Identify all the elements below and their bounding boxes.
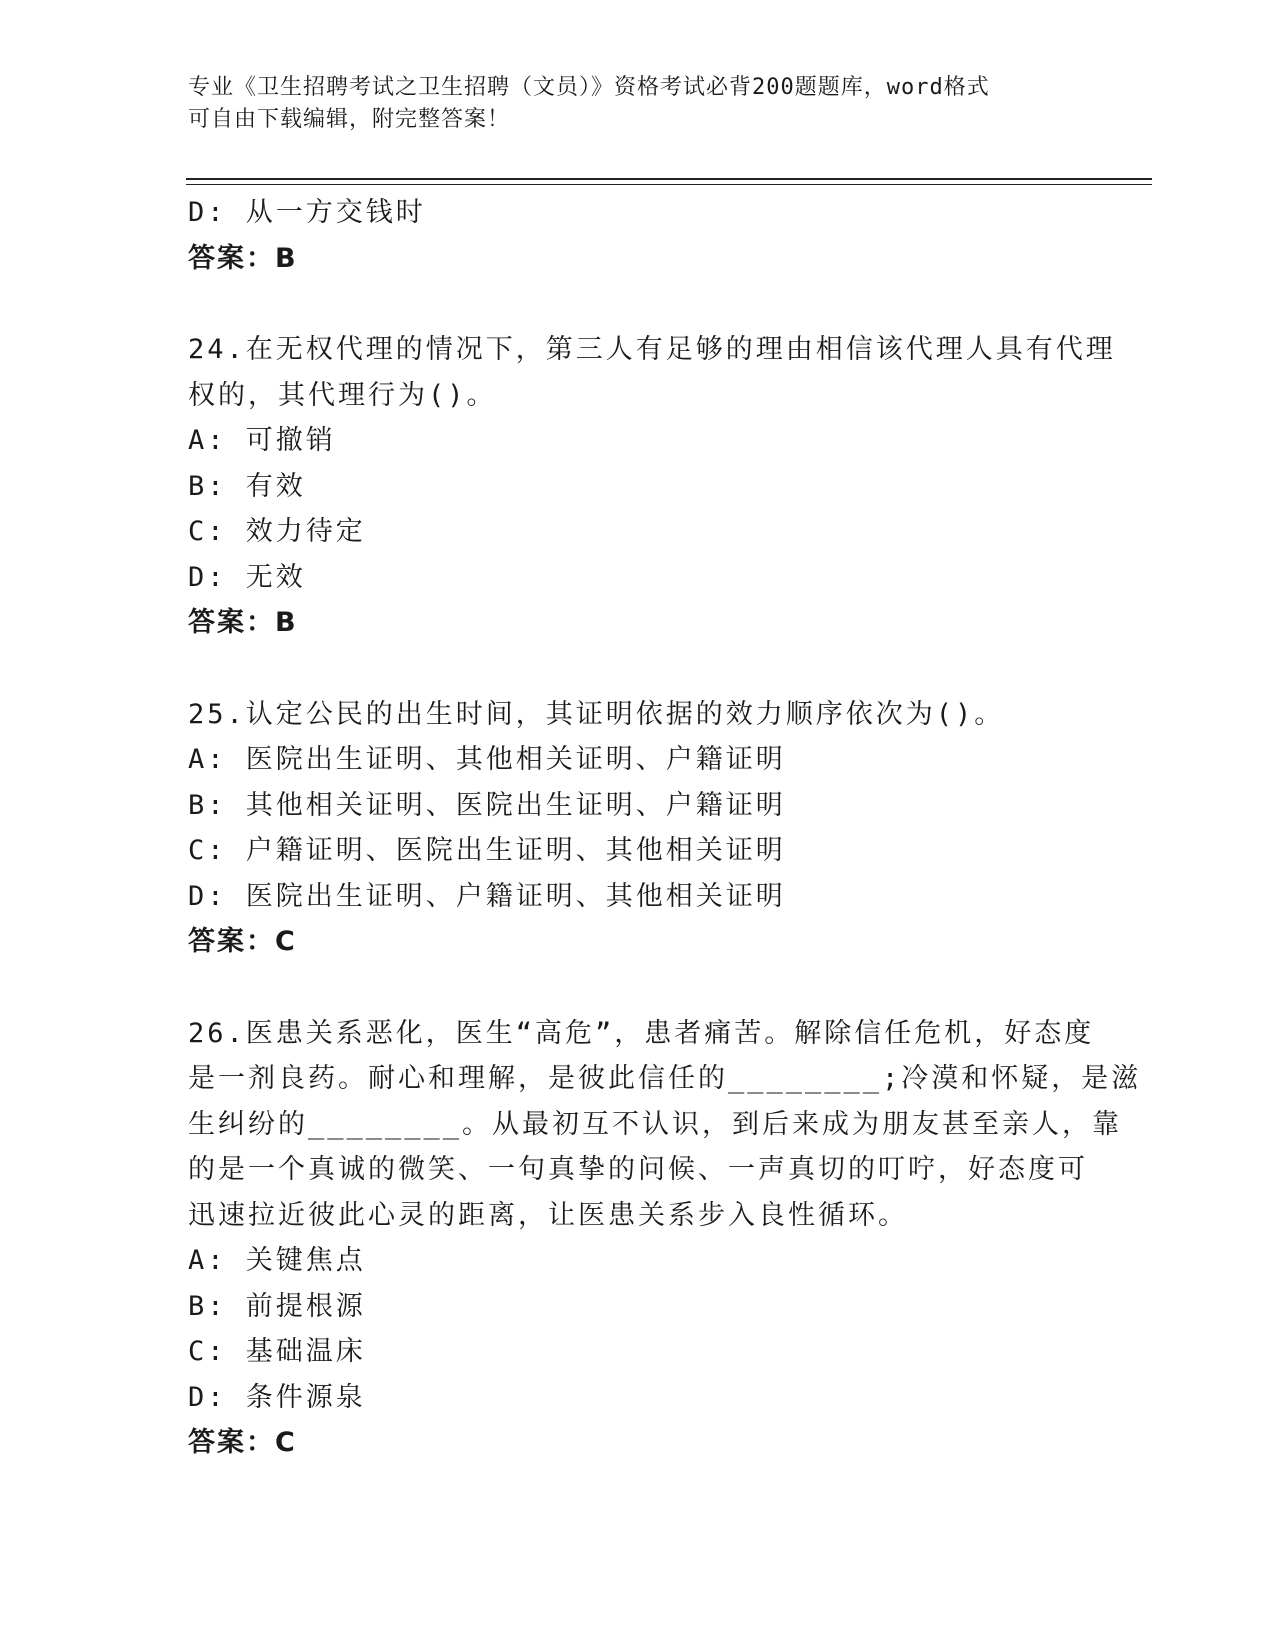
option-a: A: 关键焦点 [188,1245,366,1276]
answer-line: 答案：B [188,242,298,274]
option-a: A: 可撤销 [188,425,336,456]
answer-line: 答案：C [188,926,297,957]
option-b: B: 前提根源 [188,1290,366,1322]
header-title-line-2: 可自由下载编辑，附完整答案！ [188,107,511,132]
option-d: D: 从一方交钱时 [188,197,426,228]
option-a: A: 医院出生证明、其他相关证明、户籍证明 [188,744,786,775]
question-stem-line: 是一剂良药。耐心和理解，是彼此信任的________;冷漠和怀疑，是滋 [188,1063,1142,1094]
question-stem-line: 的是一个真诚的微笑、一句真挚的问候、一声真切的叮咛，好态度可 [188,1154,1088,1185]
question-list [188,190,1142,1466]
option-b: B: 其他相关证明、医院出生证明、户籍证明 [188,789,786,821]
question-25 [188,692,1088,965]
question-24 [188,327,1116,646]
answer-line: 答案：B [188,607,298,638]
option-c: C: 效力待定 [188,516,366,547]
spacer [188,646,1088,692]
option-b: B: 有效 [188,470,306,502]
question-stem-line: 26.医患关系恶化，医生“高危”，患者痛苦。解除信任危机，好态度 [188,1017,1095,1049]
header-title-line-1: 专业《卫生招聘考试之卫生招聘（文员）》资格考试必背200题题库，word格式 [188,75,990,100]
answer-line: 答案：C [188,1427,297,1458]
question-stem-line: 权的，其代理行为()。 [188,379,497,411]
spacer [188,281,1088,327]
question-stem-line: 24.在无权代理的情况下，第三人有足够的理由相信该代理人具有代理 [188,334,1116,365]
option-c: C: 基础温床 [188,1336,366,1367]
question-stem-line: 25.认定公民的出生时间，其证明依据的效力顺序依次为()。 [188,698,1005,730]
header-divider-thin [186,184,1152,185]
option-c: C: 户籍证明、医院出生证明、其他相关证明 [188,835,786,866]
spacer [188,965,1088,1011]
carryover-block [188,190,1088,281]
option-d: D: 条件源泉 [188,1381,366,1413]
header-divider-thick [186,178,1152,180]
question-stem-line: 迅速拉近彼此心灵的距离，让医患关系步入良性循环。 [188,1199,908,1231]
question-stem-line: 生纠纷的________。从最初互不认识，到后来成为朋友甚至亲人，靠 [188,1108,1123,1140]
document-header [188,72,1068,136]
question-26 [188,1011,1142,1466]
option-d: D: 无效 [188,561,306,593]
option-d: D: 医院出生证明、户籍证明、其他相关证明 [188,880,786,912]
